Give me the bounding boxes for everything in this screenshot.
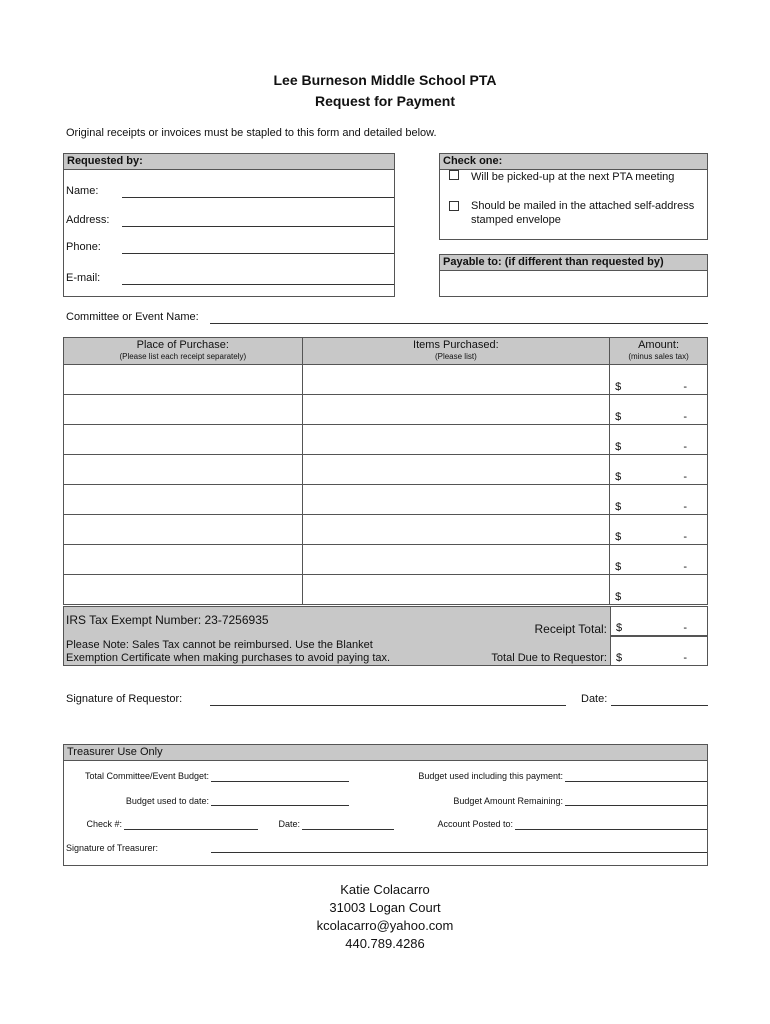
amount-dash: - xyxy=(683,381,687,393)
treasurer-title: Treasurer Use Only xyxy=(64,745,707,761)
requested-by-title: Requested by: xyxy=(64,154,394,170)
name-label: Name: xyxy=(66,185,99,197)
mail-checkbox[interactable] xyxy=(449,201,459,211)
place-cell[interactable] xyxy=(64,365,303,395)
total-budget-label: Total Committee/Event Budget: xyxy=(84,771,209,781)
school-name: Lee Burneson Middle School PTA xyxy=(273,72,497,88)
place-header xyxy=(64,338,303,365)
place-header-sub: (Please list each receipt separately) xyxy=(119,352,247,361)
budget-used-incl-label: Budget used including this payment: xyxy=(418,771,563,781)
place-cell[interactable] xyxy=(64,575,303,605)
place-cell[interactable] xyxy=(64,455,303,485)
amount-dash: - xyxy=(683,531,687,543)
dollar-sign: $ xyxy=(615,531,622,543)
intro-text: Original receipts or invoices must be stapled to this form and detailed below. xyxy=(66,127,437,139)
dollar-sign: $ xyxy=(615,501,622,513)
treasurer-signature-label: Signature of Treasurer: xyxy=(66,843,159,853)
dollar-sign: $ xyxy=(615,441,622,453)
dollar-sign: $ xyxy=(615,381,622,393)
amount-cell[interactable] xyxy=(610,395,708,425)
amount-cell[interactable] xyxy=(610,545,708,575)
contact-phone: 440.789.4286 xyxy=(345,936,425,951)
signature-date-label: Date: xyxy=(581,693,608,705)
payable-to-title: Payable to: (if different than requested by) xyxy=(440,255,707,271)
address-field[interactable] xyxy=(122,226,394,227)
pickup-checkbox[interactable] xyxy=(449,170,459,180)
amount-cell[interactable] xyxy=(610,515,708,545)
amount-header-sub: (minus sales tax) xyxy=(628,352,689,361)
place-cell[interactable] xyxy=(64,485,303,515)
purchases-table xyxy=(63,337,708,605)
dollar-sign: $ xyxy=(615,411,622,423)
table-row xyxy=(64,575,708,605)
items-cell[interactable] xyxy=(302,545,609,575)
name-field[interactable] xyxy=(122,197,394,198)
tax-note-2: Exemption Certificate when making purchases to avoid paying tax. xyxy=(66,652,391,664)
requested-by-section xyxy=(63,153,395,297)
amount-dash: - xyxy=(683,441,687,453)
dollar-sign: $ xyxy=(616,622,623,634)
place-cell[interactable] xyxy=(64,545,303,575)
amount-header-label: Amount: xyxy=(638,339,680,351)
tax-note-1: Please Note: Sales Tax cannot be reimbursed. Use the Blanket xyxy=(66,639,373,651)
amount-dash: - xyxy=(683,411,687,423)
contact-street: 31003 Logan Court xyxy=(329,900,441,915)
check-number-field[interactable] xyxy=(124,829,258,830)
items-cell[interactable] xyxy=(302,455,609,485)
place-cell[interactable] xyxy=(64,425,303,455)
contact-email: kcolacarro@yahoo.com xyxy=(316,918,454,933)
items-cell[interactable] xyxy=(302,365,609,395)
irs-number: IRS Tax Exempt Number: 23-7256935 xyxy=(66,613,269,627)
committee-field[interactable] xyxy=(210,323,708,324)
budget-remaining-label: Budget Amount Remaining: xyxy=(453,796,563,806)
dollar-sign: $ xyxy=(615,591,622,603)
amount-dash: - xyxy=(683,501,687,513)
email-field[interactable] xyxy=(122,284,394,285)
treasurer-signature-field[interactable] xyxy=(211,852,707,853)
signature-date-field[interactable] xyxy=(611,705,708,706)
amount-cell[interactable] xyxy=(610,425,708,455)
amount-cell[interactable] xyxy=(610,485,708,515)
table-header-row xyxy=(64,338,708,365)
amount-cell[interactable] xyxy=(610,575,708,605)
check-number-label: Check #: xyxy=(86,819,122,829)
table-row xyxy=(64,515,708,545)
table-row xyxy=(64,545,708,575)
amount-dash: - xyxy=(683,561,687,573)
phone-label: Phone: xyxy=(66,241,101,253)
payable-to-field[interactable] xyxy=(441,271,706,295)
account-posted-field[interactable] xyxy=(515,829,707,830)
items-header xyxy=(302,338,609,365)
table-row xyxy=(64,485,708,515)
dollar-sign: $ xyxy=(615,561,622,573)
receipt-total-cell[interactable] xyxy=(610,606,708,636)
mail-option-label-1: Should be mailed in the attached self-address xyxy=(471,200,695,212)
dollar-sign: $ xyxy=(616,652,623,664)
treasurer-date-label: Date: xyxy=(278,819,300,829)
amount-dash: - xyxy=(683,622,687,634)
items-cell[interactable] xyxy=(302,485,609,515)
address-label: Address: xyxy=(66,214,110,226)
amount-dash: - xyxy=(683,652,687,664)
requestor-signature-field[interactable] xyxy=(210,705,566,706)
email-label: E-mail: xyxy=(66,272,101,284)
requestor-signature-label: Signature of Requestor: xyxy=(66,693,183,705)
form-title: Request for Payment xyxy=(314,93,456,109)
budget-used-to-date-field[interactable] xyxy=(211,805,349,806)
mail-option-label-2: stamped envelope xyxy=(471,214,561,226)
items-cell[interactable] xyxy=(302,575,609,605)
table-row xyxy=(64,455,708,485)
budget-used-incl-field[interactable] xyxy=(565,781,707,782)
items-cell[interactable] xyxy=(302,515,609,545)
dollar-sign: $ xyxy=(615,471,622,483)
amount-cell[interactable] xyxy=(610,455,708,485)
treasurer-date-field[interactable] xyxy=(302,829,394,830)
place-cell[interactable] xyxy=(64,515,303,545)
account-posted-label: Account Posted to: xyxy=(437,819,513,829)
committee-label: Committee or Event Name: xyxy=(66,311,199,323)
check-one-title: Check one: xyxy=(440,154,707,170)
receipt-total-label: Receipt Total: xyxy=(534,622,607,636)
budget-remaining-field[interactable] xyxy=(565,805,707,806)
amount-cell[interactable] xyxy=(610,365,708,395)
budget-used-to-date-label: Budget used to date: xyxy=(125,796,209,806)
items-header-sub: (Please list) xyxy=(434,352,477,361)
total-budget-field[interactable] xyxy=(211,781,349,782)
items-cell[interactable] xyxy=(302,425,609,455)
place-header-label: Place of Purchase: xyxy=(136,339,229,351)
items-header-label: Items Purchased: xyxy=(413,339,499,351)
total-due-cell[interactable] xyxy=(610,636,708,666)
total-due-label: Total Due to Requestor: xyxy=(491,652,607,664)
phone-field[interactable] xyxy=(122,253,394,254)
table-row xyxy=(64,365,708,395)
place-cell[interactable] xyxy=(64,395,303,425)
amount-header xyxy=(610,338,708,365)
items-cell[interactable] xyxy=(302,395,609,425)
table-row xyxy=(64,395,708,425)
amount-dash: - xyxy=(683,471,687,483)
pickup-option-label: Will be picked-up at the next PTA meeting xyxy=(471,171,675,183)
table-row xyxy=(64,425,708,455)
contact-name: Katie Colacarro xyxy=(340,882,430,897)
